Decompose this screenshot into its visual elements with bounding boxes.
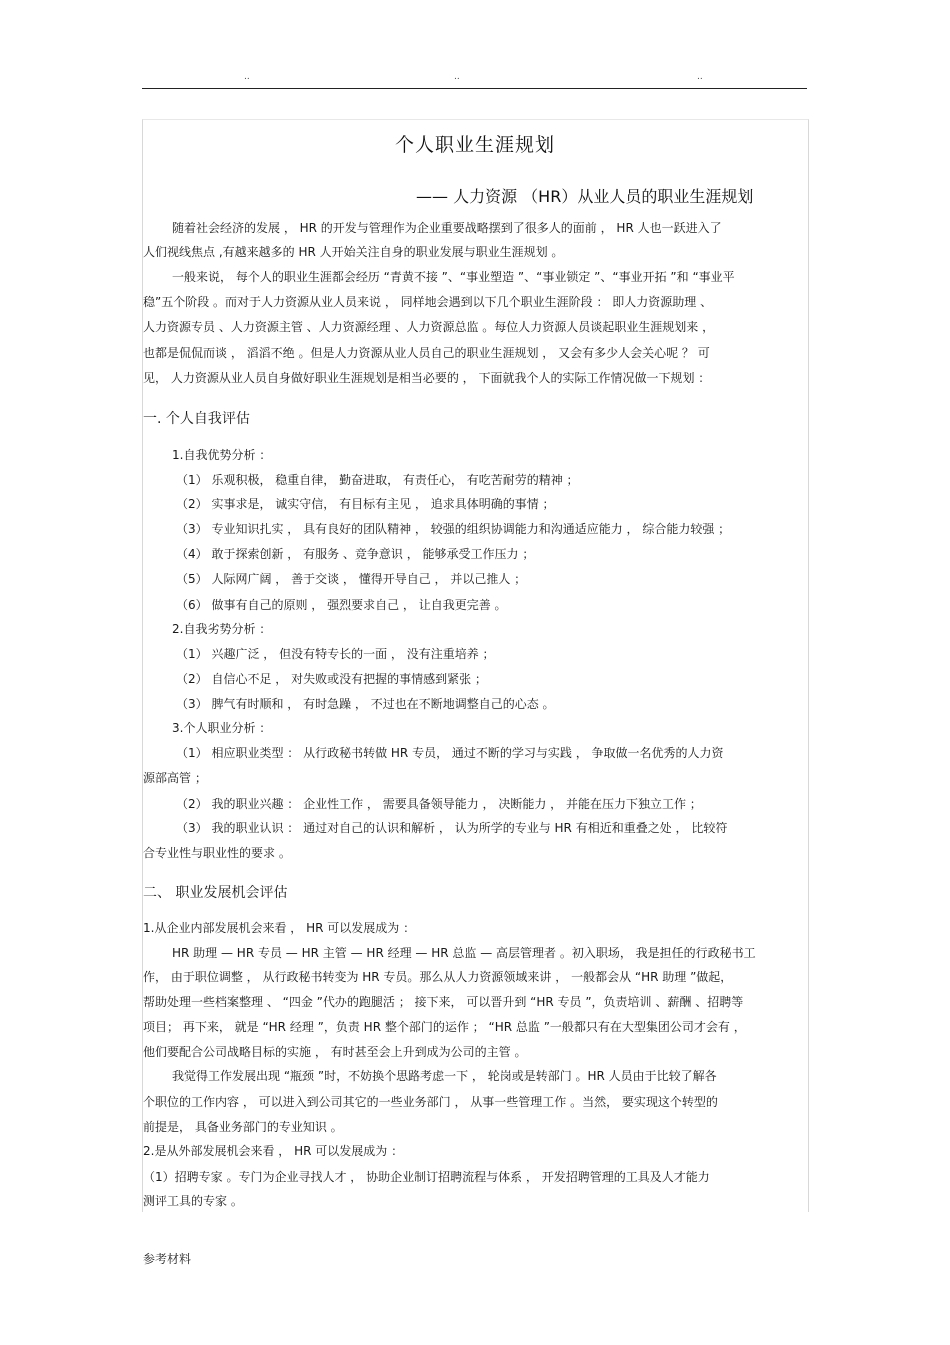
subsection-heading: 1.自我优势分析 ： <box>172 448 272 462</box>
list-item: （1） 相应职业类型 ： 从行政秘书转做 HR 专员， 通过不断的学习与实践 ， 争取做一名优秀的人力资 <box>176 746 724 760</box>
section-heading: 二、 职业发展机会评估 <box>143 885 288 901</box>
header-mark-right: .. <box>697 72 703 82</box>
list-item: （3） 我的职业认识 ： 通过对自己的认识和解析 ， 认为所学的专业与 HR 有相近和重叠之处 ， 比较符 <box>176 821 728 835</box>
intro-line: 也都是侃侃而谈 ， 滔滔不绝 。但是人力资源从业人员自己的职业生涯规划 ， 又会有多少人会关心呢 ？ 可 <box>143 346 710 360</box>
list-item: （6） 做事有自己的原则 ， 强烈要求自己 ， 让自我更完善 。 <box>176 598 507 612</box>
paragraph-line: （1）招聘专家 。专门为企业寻找人才 ， 协助企业制订招聘流程与体系 ， 开发招聘管理的工具及人才能力 <box>143 1170 710 1184</box>
list-item: （1） 乐观积极， 稳重自律， 勤奋进取， 有责任心， 有吃苦耐劳的精神 ； <box>176 473 579 487</box>
list-item: （2） 自信心不足 ， 对失败或没有把握的事情感到紧张 ； <box>176 672 487 686</box>
document-subtitle: —— 人力资源 （HR）从业人员的职业生涯规划 <box>416 187 754 206</box>
page-header-marks <box>142 72 807 86</box>
paragraph-line: 帮助处理一些档案整理 、 “四金 ”代办的跑腿活 ； 接下来， 可以晋升到 “HR 专员 ”，负责培训 、薪酬 、招聘等 <box>143 995 744 1009</box>
list-item: （4） 敢于探索创新 ， 有服务 、竞争意识 ， 能够承受工作压力 ； <box>176 547 535 561</box>
list-item: （5） 人际网广阔 ， 善于交谈 ， 懂得开导自己 ， 并以己推人 ； <box>176 572 527 586</box>
subsection-heading: 1.从企业内部发展机会来看 ， HR 可以发展成为 ： <box>143 921 416 935</box>
paragraph-line: 他们要配合公司战略目标的实施 ， 有时甚至会上升到成为公司的主管 。 <box>143 1045 527 1059</box>
list-item-continuation: 合专业性与职业性的要求 。 <box>143 846 291 860</box>
intro-line: 人们视线焦点 ,有越来越多的 HR 人开始关注自身的职业发展与职业生涯规划 。 <box>143 245 564 259</box>
paragraph-line: 测评工具的专家 。 <box>143 1194 243 1208</box>
document-title: 个人职业生涯规划 <box>394 134 555 156</box>
list-item: （2） 实事求是， 诚实守信， 有目标有主见 ， 追求具体明确的事情 ； <box>176 497 555 511</box>
intro-line: 随着社会经济的发展 ， HR 的开发与管理作为企业重要战略摆到了很多人的面前 ， HR 人也一跃进入了 <box>172 221 722 235</box>
header-mark-center: .. <box>454 72 460 82</box>
section-heading: 一. 个人自我评估 <box>143 411 250 427</box>
intro-line: 稳”五个阶段 。而对于人力资源从业人员来说 ， 同样地会遇到以下几个职业生涯阶段 ： 即人力资源助理 、 <box>143 295 713 309</box>
subsection-heading: 2.是从外部发展机会来看 ， HR 可以发展成为 ： <box>143 1144 404 1158</box>
header-mark-left: .. <box>244 72 250 82</box>
page-footer: 参考材料 <box>143 1252 192 1266</box>
subsection-heading: 2.自我劣势分析 ： <box>172 622 272 636</box>
subsection-heading: 3.个人职业分析 ： <box>172 721 272 735</box>
paragraph-line: 项目； 再下来， 就是 “HR 经理 ”，负责 HR 整个部门的运作 ； “HR 总监 ”一般都只有在大型集团公司才会有 ， <box>143 1020 746 1034</box>
paragraph-line: 前提是， 具备业务部门的专业知识 。 <box>143 1120 343 1134</box>
intro-line: 一般来说， 每个人的职业生涯都会经历 “青黄不接 ”、“事业塑造 ”、“事业锁定 ”、“事业开拓 ”和 “事业平 <box>172 270 735 284</box>
paragraph-line: 作， 由于职位调整 ， 从行政秘书转变为 HR 专员。那么从人力资源领域来讲 ， 一般都会从 “HR 助理 ”做起， <box>143 970 733 984</box>
intro-line: 人力资源专员 、人力资源主管 、人力资源经理 、人力资源总监 。每位人力资源人员谈起职业生涯规划来 ， <box>143 320 715 334</box>
list-item: （1） 兴趣广泛 ， 但没有特专长的一面 ， 没有注重培养 ； <box>176 647 495 661</box>
paragraph-line: HR 助理 — HR 专员 — HR 主管 — HR 经理 — HR 总监 — 高层管理者 。初入职场， 我是担任的行政秘书工 <box>172 946 756 960</box>
list-item: （3） 脾气有时顺和 ， 有时急躁 ， 不过也在不断地调整自己的心态 。 <box>176 697 555 711</box>
list-item: （2） 我的职业兴趣 ： 企业性工作 ， 需要具备领导能力 ， 决断能力 ， 并能在压力下独立工作 ； <box>176 797 702 811</box>
list-item: （3） 专业知识扎实 ， 具有良好的团队精神 ， 较强的组织协调能力和沟通适应能力 ， 综合能力较强 ； <box>176 522 731 536</box>
paragraph-line: 个职位的工作内容 ， 可以进入到公司其它的一些业务部门 ， 从事一些管理工作 。当然， 要实现这个转型的 <box>143 1095 718 1109</box>
header-rule <box>142 88 807 89</box>
paragraph-line: 我觉得工作发展出现 “瓶颈 ”时，不妨换个思路考虑一下 ， 轮岗或是转部门 。HR 人员由于比较了解各 <box>172 1069 717 1083</box>
list-item-continuation: 源部高管 ； <box>143 771 207 785</box>
intro-line: 见， 人力资源从业人员自身做好职业生涯规划是相当必要的 ， 下面就我个人的实际工作情况做一下规划 ： <box>143 371 711 385</box>
